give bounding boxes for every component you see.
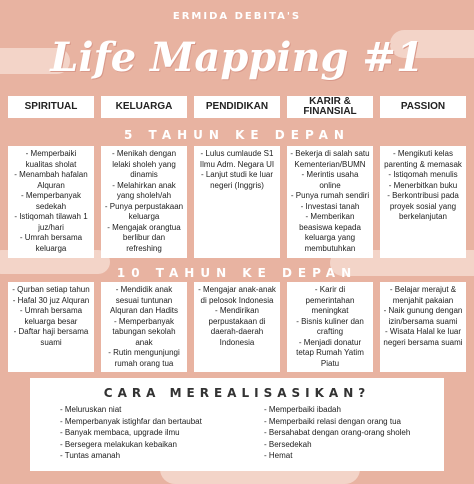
- goal-item: - Qurban setiap tahun: [12, 285, 90, 294]
- category-header: KELUARGA: [101, 96, 187, 118]
- how-title: CARA MEREALISASIKAN?: [103, 386, 371, 400]
- five-years-box-2: [101, 146, 187, 258]
- how-item: - Hemat: [264, 451, 293, 460]
- goal-item: - Mendirikan perpustakaan di daerah-daerah Indonesia: [208, 306, 266, 347]
- goal-item: - Melahirkan anak yang sholeh/ah: [112, 180, 176, 200]
- category-header: KARIR & FINANSIAL: [287, 96, 373, 118]
- how-left-column: [60, 404, 202, 462]
- goal-item: - Bisnis kuliner dan crafting: [296, 316, 364, 336]
- ten-years-box-5: [380, 282, 466, 372]
- goal-item: - Punya perpustakaan keluarga: [104, 201, 184, 221]
- five-years-box-3: [194, 146, 280, 258]
- goal-item: - Umrah bersama keluarga: [19, 233, 83, 253]
- five-years-box-5: [380, 146, 466, 258]
- category-header: PASSION: [380, 96, 466, 118]
- goal-item: - Memperbaiki kualitas sholat: [25, 149, 77, 169]
- goal-item: - Bekerja di salah satu Kementerian/BUMN: [290, 149, 370, 169]
- ten-years-box-1: [8, 282, 94, 372]
- how-item: - Memperbaiki relasi dengan orang tua: [264, 416, 401, 426]
- goal-item: - Memberikan beasiswa kepada keluarga yang membutuhkan: [299, 212, 361, 253]
- how-to-realize-panel: [30, 378, 444, 471]
- goal-item: - Berkontribusi pada proyek sosial yang berkelanjutan: [387, 191, 459, 221]
- how-item: - Banyak membaca, upgrade ilmu: [60, 428, 180, 437]
- goal-item: - Punya rumah sendiri: [290, 191, 370, 200]
- goal-item: - Belajar merajut & menjahit pakaian: [389, 285, 457, 305]
- goal-item: - Daftar haji bersama suami: [13, 327, 89, 347]
- author-name: ERMIDA DEBITA'S: [172, 11, 302, 22]
- ten-years-box-2: [101, 282, 187, 372]
- goal-item: - Umrah bersama keluarga besar: [19, 306, 83, 326]
- goal-item: - Hafal 30 juz Alquran: [12, 295, 90, 305]
- goal-item: - Wisata Halal ke luar negeri bersama suami: [383, 327, 463, 347]
- goal-item: - Memperbanyak sedekah: [20, 191, 82, 211]
- goal-item: - Karir di pemerintahan meningkat: [305, 285, 355, 315]
- goal-item: - Rutin mengunjungi rumah orang tua: [108, 348, 180, 368]
- goal-item: - Naik gunung dengan izin/bersama suami: [383, 306, 463, 326]
- how-item: - Memperbaiki ibadah: [264, 405, 341, 414]
- five-years-box-1: [8, 146, 94, 258]
- goal-item: - Menikah dengan lelaki sholeh yang dinamis: [111, 149, 177, 179]
- goal-item: - Mengajar anak-anak di pelosok Indonesia: [198, 285, 276, 305]
- how-item: - Meluruskan niat: [60, 405, 122, 414]
- goal-item: - Mengajak orangtua berlibur dan refreshing: [107, 222, 181, 253]
- goal-item: - Istiqomah tilawah 1 juz/hari: [14, 212, 88, 232]
- goal-item: - Menerbitkan buku: [388, 180, 458, 190]
- how-item: - Bersegera melakukan kebaikan: [60, 439, 177, 449]
- goal-item: - Memperbanyak tabungan sekolah anak: [112, 316, 176, 347]
- how-item: - Tuntas amanah: [60, 451, 121, 460]
- goal-item: - Istiqomah menulis: [388, 170, 458, 179]
- goal-item: - Menambah hafalan Alquran: [14, 170, 88, 190]
- five-years-box-4: [287, 146, 373, 258]
- goal-item: - Menjadi donatur tetap Rumah Yatim Piatu: [296, 337, 364, 368]
- ten-years-box-4: [287, 282, 373, 372]
- section-title-10-years: 10 TAHUN KE DEPAN: [116, 266, 358, 280]
- how-item: - Bersahabat dengan orang-orang sholeh: [264, 428, 411, 437]
- page-title: Life Mapping #1: [50, 34, 424, 81]
- category-header: SPIRITUAL: [8, 96, 94, 118]
- goal-item: - Lanjut studi ke luar negeri (Inggris): [200, 170, 274, 190]
- how-right-column: [264, 404, 410, 462]
- category-header: PENDIDIKAN: [194, 96, 280, 118]
- goal-item: - Lulus cumlaude S1 Ilmu Adm. Negara UI: [199, 149, 275, 169]
- ten-years-box-3: [194, 282, 280, 372]
- goal-item: - Mengikuti kelas parenting & memasak: [384, 149, 462, 169]
- how-item: - Memperbanyak istighfar dan bertaubat: [60, 416, 202, 426]
- section-title-5-years: 5 TAHUN KE DEPAN: [124, 128, 350, 142]
- goal-item: - Mendidik anak sesuai tuntunan Alquran dan Hadits: [109, 285, 179, 315]
- goal-item: - Merintis usaha online: [301, 170, 359, 190]
- category-headers: [8, 96, 466, 118]
- how-item: - Bersedekah: [264, 439, 312, 449]
- goal-item: - Investasi tanah: [300, 201, 360, 211]
